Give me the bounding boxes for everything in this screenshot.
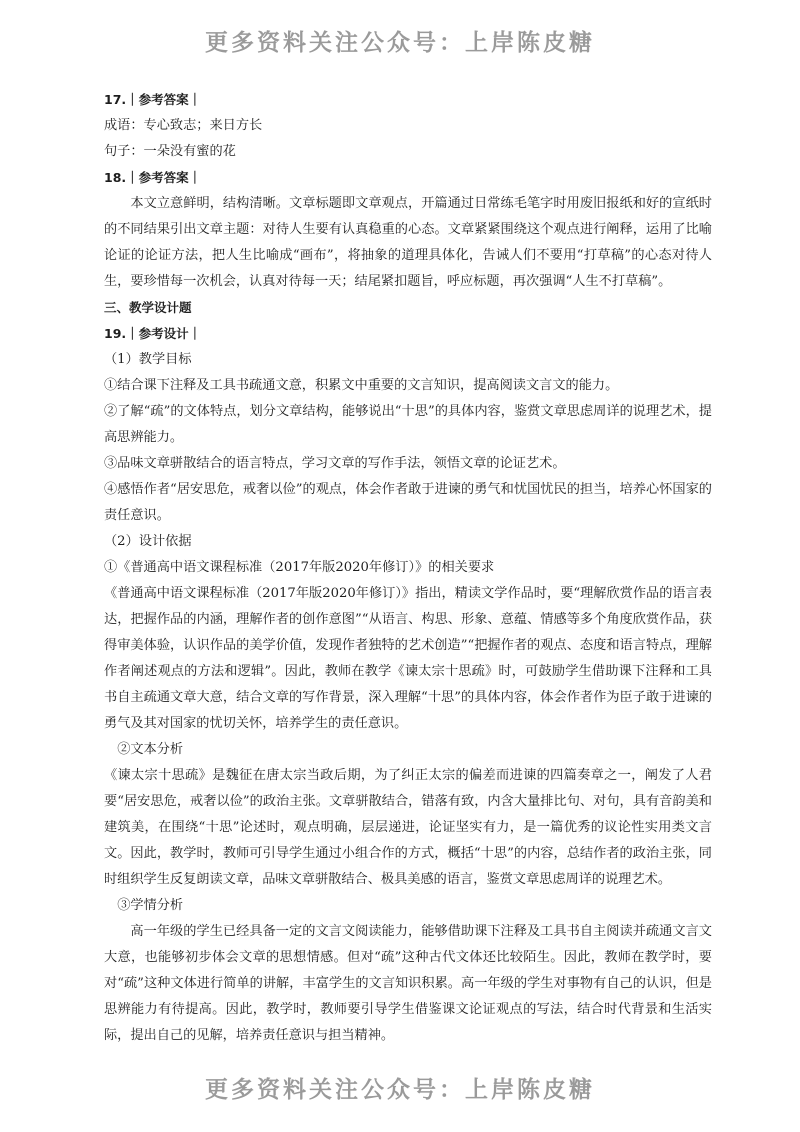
- goals-title: （1）教学目标: [104, 352, 192, 367]
- basis2-title: ②文本分析: [117, 742, 184, 757]
- q17-idiom-line: 成语：专心致志；来日方长: [104, 118, 263, 133]
- goal-item: ③品味文章骈散结合的语言特点，学习文章的写作手法，领悟文章的论证艺术。: [104, 456, 566, 471]
- goal-item: ①结合课下注释及工具书疏通文意，积累文中重要的文言知识，提高阅读文言文的能力。: [104, 378, 619, 393]
- basis-title: （2）设计依据: [104, 534, 192, 549]
- basis3-title: ③学情分析: [117, 898, 184, 913]
- q17-sentence-line: 句子：一朵没有蜜的花: [104, 144, 236, 159]
- basis2-paragraph: 《谏太宗十思疏》是魏征在唐太宗当政后期，为了纠正太宗的偏差而进谏的四篇奏章之一，阐发了人君要“居安思危，戒奢以俭”的政治主张。文章骈散结合，错落有致，内含大量排比句、对句，具有音韵美和建筑美，在围绕“十思”论述时，观点明确，层层递进，论证坚实有力，是一篇优秀的议论性实用类文言文。因此，教学时，教师可引导学生通过小组合作的方式，概括“十思”的内容，总结作者的政治主张，同时组织学生反复朗读文章，品味文章骈散结合、极具美感的语言，鉴赏文章思虑周详的说理艺术。: [104, 768, 712, 887]
- page-content: [104, 87, 712, 1049]
- watermark-top: 更多资料关注公众号：上岸陈皮糖: [205, 30, 595, 56]
- watermark-bottom: 更多资料关注公众号：上岸陈皮糖: [205, 1077, 595, 1103]
- q18-paragraph: 本文立意鲜明，结构清晰。文章标题即文章观点，开篇通过日常练毛笔字时用废旧报纸和好的宣纸时的不同结果引出文章主题：对待人生要有认真稳重的心态。文章紧紧围绕这个观点进行阐释，运用了比喻论证的论证方法，把人生比喻成“画布”，将抽象的道理具体化，告诫人们不要用“打草稿”的心态对待人生，要珍惜每一次机会，认真对待每一天；结尾紧扣题旨，呼应标题，再次强调“人生不打草稿”。: [104, 196, 712, 289]
- basis1-paragraph: 《普通高中语文课程标准（2017年版2020年修订）》指出，精读文学作品时，要“理解欣赏作品的语言表达，把握作品的内涵，理解作者的创作意图”“从语言、构思、形象、意蕴、情感等多个角度欣赏作品，获得审美体验，认识作品的美学价值，发现作者独特的艺术创造”“把握作者的观点、态度和语言特点，理解作者阐述观点的方法和逻辑”。因此，教师在教学《谏太宗十思疏》时，可鼓励学生借助课下注释和工具书自主疏通文章大意，结合文章的写作背景，深入理解“十思”的具体内容，体会作者作为臣子敢于进谏的勇气及其对国家的忧切关怀，培养学生的责任意识。: [104, 586, 712, 731]
- basis1-title: ①《普通高中语文课程标准（2017年版2020年修订）》的相关要求: [104, 560, 495, 575]
- goal-item: ④感悟作者“居安思危，戒奢以俭”的观点，体会作者敢于进谏的勇气和忧国忧民的担当，培养心怀国家的责任意识。: [104, 482, 712, 523]
- q18-header: 18.｜参考答案｜: [104, 170, 202, 185]
- q19-header: 19.｜参考设计｜: [104, 326, 202, 341]
- goal-item: ②了解“疏”的文体特点，划分文章结构，能够说出“十思”的具体内容，鉴赏文章思虑周详的说理艺术，提高思辨能力。: [104, 404, 712, 445]
- q17-header: 17.｜参考答案｜: [104, 92, 202, 107]
- section3-title: 三、教学设计题: [104, 300, 192, 315]
- basis3-paragraph: 高一年级的学生已经具备一定的文言文阅读能力，能够借助课下注释及工具书自主阅读并疏通文言文大意，也能够初步体会文章的思想情感。但对“疏”这种古代文体还比较陌生。因此，教师在教学时，要对“疏”这种文体进行简单的讲解，丰富学生的文言知识积累。高一年级的学生对事物有自己的认识，但是思辨能力有待提高。因此，教学时，教师要引导学生借鉴课文论证观点的写法，结合时代背景和生活实际，提出自己的见解，培养责任意识与担当精神。: [104, 924, 712, 1043]
